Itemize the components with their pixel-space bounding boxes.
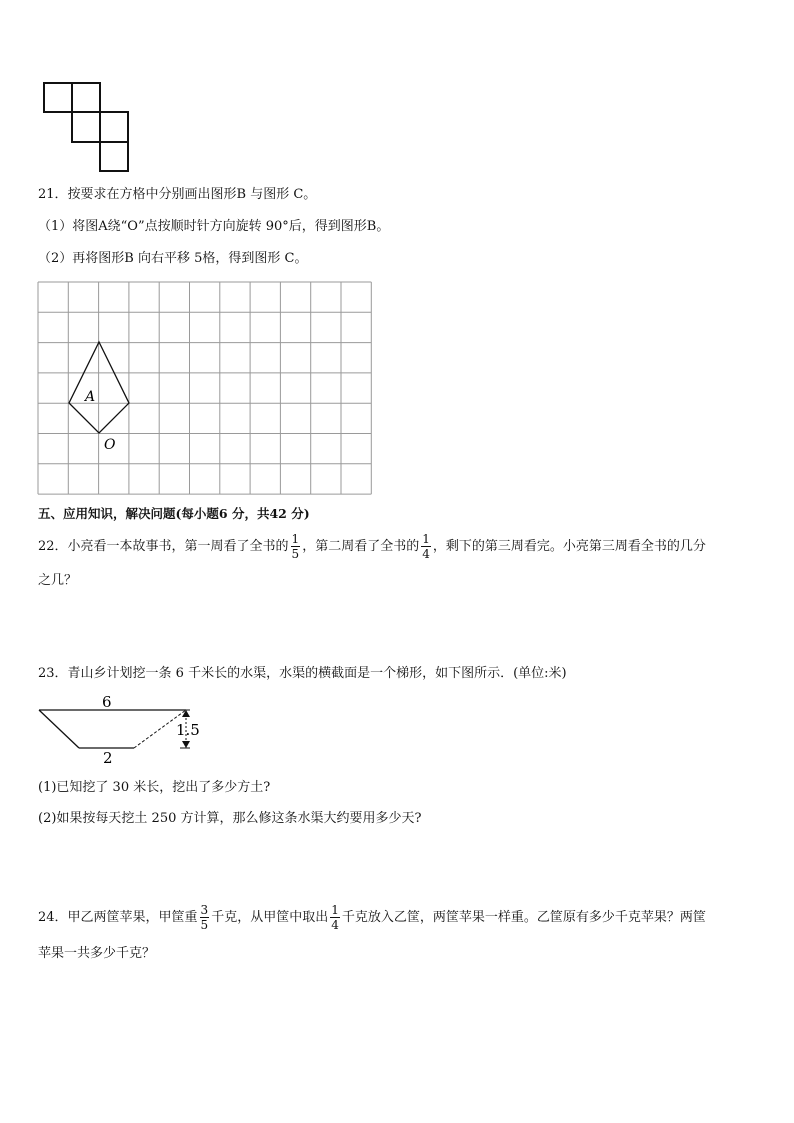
q22-line2: 之几？ (38, 573, 78, 588)
q22-part2: ，第二周看了全书的 (302, 539, 420, 554)
q22-part1: 22．小亮看一本故事书，第一周看了全书的 (38, 539, 289, 554)
q21-step2: （2）再将图形B 向右平移 5格，得到图形 C。 (38, 251, 308, 266)
q22-part3: ，剩下的第三周看完。小亮第三周看全书的几分 (432, 539, 706, 554)
q23-trapezoid-figure (36, 694, 206, 766)
q24-fraction-2 (330, 903, 340, 932)
q21-grid[interactable] (37, 281, 373, 495)
frac-numerator: 3 (200, 903, 209, 917)
frac-denominator: 5 (200, 918, 209, 932)
frac-numerator: 1 (331, 903, 339, 917)
q24-fraction-1 (200, 903, 210, 932)
q23-sub2: (2)如果按每天挖土 250 方计算，那么修这条水渠大约要用多少天? (38, 811, 422, 826)
q23-title: 23．青山乡计划挖一条 6 千米长的水渠，水渠的横截面是一个梯形，如下图所示．(单位:米) (38, 666, 567, 681)
q24-line2: 苹果一共多少千克？ (38, 946, 156, 961)
q22-fraction-1 (291, 532, 301, 561)
staircase-square (72, 112, 100, 142)
staircase-square (44, 83, 72, 112)
label-o: O (104, 437, 116, 453)
q21-step1: （1）将图A绕“O”点按顺时针方向旋转 90°后，得到图形B。 (38, 219, 390, 234)
frac-denominator: 4 (331, 918, 339, 932)
q24-part3: 千克放入乙筐，两筐苹果一样重。乙筐原有多少千克苹果？两筐 (341, 910, 706, 925)
height-label: 1.5 (176, 721, 200, 739)
staircase-square (72, 83, 100, 112)
q24-part2: 千克，从甲筐中取出 (211, 910, 329, 925)
staircase-square (100, 112, 128, 142)
q24-part1: 24．甲乙两筐苹果，甲筐重 (38, 910, 198, 925)
frac-numerator: 1 (422, 532, 430, 546)
frac-denominator: 4 (422, 547, 430, 561)
q21-title: 21．按要求在方格中分别画出图形B 与图形 C。 (38, 187, 317, 202)
top-length-label: 6 (102, 694, 112, 711)
frac-denominator: 5 (291, 547, 300, 561)
bottom-length-label: 2 (103, 749, 113, 766)
section5-heading: 五、应用知识，解决问题(每小题6 分，共42 分) (38, 506, 310, 521)
q22-line1 (38, 532, 706, 561)
staircase-square (100, 142, 128, 171)
q24-line1 (38, 903, 706, 932)
frac-numerator: 1 (291, 532, 300, 546)
square-staircase-figure (40, 80, 132, 174)
arrow-up-icon (182, 710, 190, 717)
q22-fraction-2 (421, 532, 431, 561)
q23-sub1: (1)已知挖了 30 米长，挖出了多少方土? (38, 780, 271, 795)
label-a: A (85, 389, 96, 405)
arrow-down-icon (182, 741, 190, 748)
trapezoid-left-edge (39, 710, 79, 748)
